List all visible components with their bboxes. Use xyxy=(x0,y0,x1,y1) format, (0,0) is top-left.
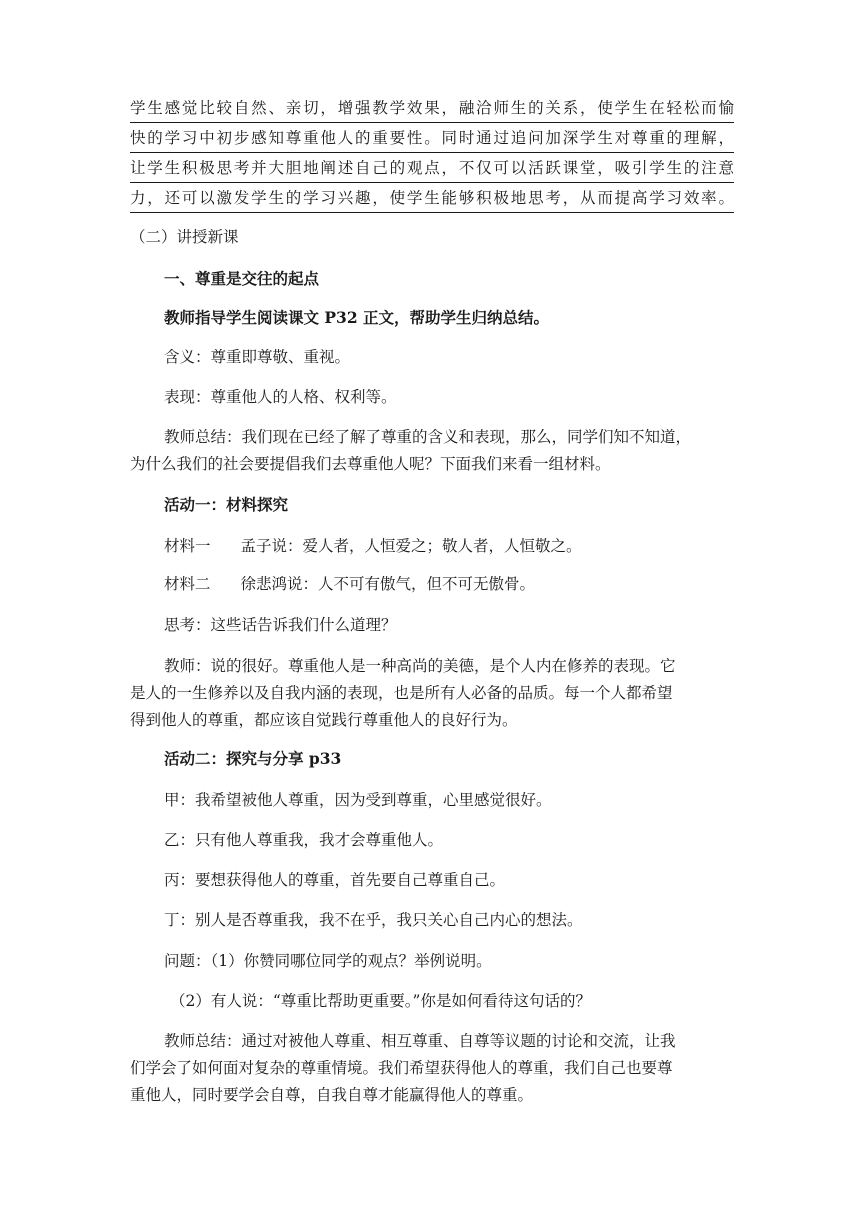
teacher-summary-1-line-2: 为什么我们的社会要提倡我们去尊重他人呢？下面我们来看一组材料。 xyxy=(130,455,611,473)
view-bing: 丙：要想获得他人的尊重，首先要自己尊重自己。 xyxy=(164,871,506,889)
intro-underlined-paragraph xyxy=(130,96,734,216)
material-2-label: 材料二 xyxy=(164,575,211,593)
material-1 xyxy=(164,535,582,557)
teacher-summary-2-line-1: 教师总结：通过对被他人尊重、相互尊重、自尊等议题的讨论和交流，让我 xyxy=(164,1032,676,1050)
intro-line-1: 学生感觉比较自然、亲切，增强教学效果，融洽师生的关系，使学生在轻松而愉 xyxy=(130,96,734,123)
material-2-text: 徐悲鸿说：人不可有傲气，但不可无傲骨。 xyxy=(240,575,536,593)
activity-1-title: 活动一：材料探究 xyxy=(164,495,289,514)
teacher-summary-2-line-3: 重他人，同时要学会自尊，自我自尊才能赢得他人的尊重。 xyxy=(130,1086,534,1104)
question-1: 问题：（1）你赞同哪位同学的观点？举例说明。 xyxy=(164,952,492,970)
view-ding: 丁：别人是否尊重我，我不在乎，我只关心自己内心的想法。 xyxy=(164,911,583,929)
teacher-summary-2-line-2: 们学会了如何面对复杂的尊重情境。我们希望获得他人的尊重，我们自己也要尊 xyxy=(130,1059,673,1077)
subsection-heading: 一、尊重是交往的起点 xyxy=(164,269,320,288)
material-1-label: 材料一 xyxy=(164,537,211,555)
question-2: （2）有人说：“尊重比帮助更重要。”你是如何看待这句话的？ xyxy=(170,992,591,1010)
activity-2-title: 活动二：探究与分享 p33 xyxy=(164,749,342,768)
intro-line-4: 力，还可以激发学生的学习兴趣，使学生能够积极地思考，从而提高学习效率。 xyxy=(130,186,734,213)
intro-line-2: 快的学习中初步感知尊重他人的重要性。同时通过追问加深学生对尊重的理解， xyxy=(130,126,734,153)
view-jia: 甲：我希望被他人尊重，因为受到尊重，心里感觉很好。 xyxy=(164,791,552,809)
teacher-reply-line-3: 得到他人的尊重，都应该自觉践行尊重他人的良好行为。 xyxy=(130,711,518,729)
material-1-text: 孟子说：爱人者，人恒爱之；敬人者，人恒敬之。 xyxy=(240,537,582,555)
intro-line-3: 让学生积极思考并大胆地阐述自己的观点，不仅可以活跃课堂，吸引学生的注意 xyxy=(130,156,734,183)
meaning-text: 含义：尊重即尊敬、重视。 xyxy=(164,348,351,366)
teacher-summary-1-line-1: 教师总结：我们现在已经了解了尊重的含义和表现，那么，同学们知不知道， xyxy=(164,428,692,446)
think-question: 思考：这些话告诉我们什么道理？ xyxy=(164,616,397,634)
material-2 xyxy=(164,573,535,595)
view-yi: 乙：只有他人尊重我，我才会尊重他人。 xyxy=(164,831,444,849)
section-heading: （二）讲授新课 xyxy=(130,228,239,246)
teacher-guide: 教师指导学生阅读课文 P32 正文，帮助学生归纳总结。 xyxy=(164,308,550,327)
teacher-reply-line-2: 是人的一生修养以及自我内涵的表现，也是所有人必备的品质。每一个人都希望 xyxy=(130,684,673,702)
teacher-reply-line-1: 教师：说的很好。尊重他人是一种高尚的美德，是个人内在修养的表现。它 xyxy=(164,657,676,675)
expression-text: 表现：尊重他人的人格、权利等。 xyxy=(164,388,397,406)
